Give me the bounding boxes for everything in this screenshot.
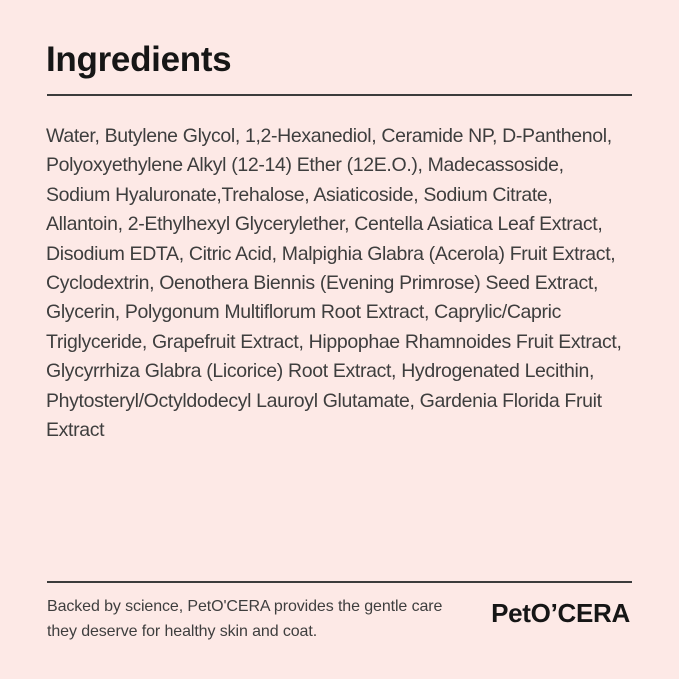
ingredients-line: Extract (46, 419, 105, 442)
ingredients-line: Sodium Hyaluronate,Trehalose, Asiaticoside, Sodium Citrate, (46, 183, 553, 206)
ingredients-line: Allantoin, 2-Ethylhexyl Glycerylether, Centella Asiatica Leaf Extract, (46, 213, 603, 236)
page-title: Ingredients (46, 40, 232, 79)
ingredients-line: Disodium EDTA, Citric Acid, Malpighia Glabra (Acerola) Fruit Extract, (46, 242, 616, 265)
ingredients-line: Glycerin, Polygonum Multiflorum Root Extract, Caprylic/Capric (46, 301, 562, 324)
ingredients-line: Polyoxyethylene Alkyl (12-14) Ether (12E.O.), Madecassoside, (46, 154, 564, 177)
ingredients-line: Phytosteryl/Octyldodecyl Lauroyl Glutamate, Gardenia Florida Fruit (46, 389, 602, 412)
ingredients-list (46, 122, 636, 445)
tagline (47, 594, 442, 644)
ingredients-line: Triglyceride, Grapefruit Extract, Hippophae Rhamnoides Fruit Extract, (46, 330, 622, 353)
brand-logo: PetO’CERA (491, 598, 630, 628)
ingredients-line: Water, Butylene Glycol, 1,2-Hexanediol, Ceramide NP, D-Panthenol, (46, 125, 612, 147)
ingredients-line: Glycyrrhiza Glabra (Licorice) Root Extract, Hydrogenated Lecithin, (46, 360, 595, 383)
tagline-line: they deserve for healthy skin and coat. (47, 623, 318, 640)
ingredients-line: Cyclodextrin, Oenothera Biennis (Evening Primrose) Seed Extract, (46, 272, 599, 295)
footer-divider (47, 581, 632, 583)
title-divider (47, 94, 632, 96)
tagline-line: Backed by science, PetO'CERA provides the gentle care (47, 598, 443, 615)
